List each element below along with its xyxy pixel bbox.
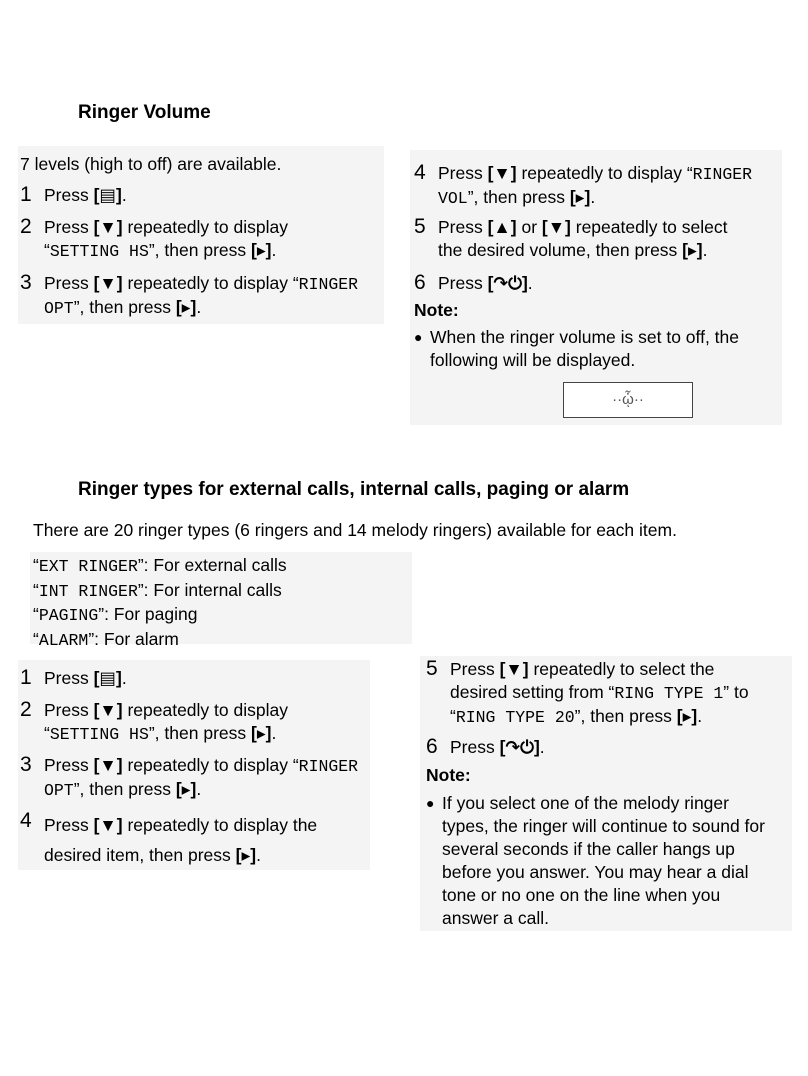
rv-note-label: Note: [414,300,459,320]
right-key-icon: [▸] [569,187,591,207]
right-key-icon: [▸] [235,845,257,865]
bullet-icon: ● [414,329,423,345]
menu-key-icon: [▤] [93,185,122,205]
step-number: 5 [426,657,438,680]
down-key-icon: [▼] [93,815,123,835]
rt-note-bullet [426,792,765,930]
section-title-ringer-volume: Ringer Volume [78,102,211,123]
step-text: Press [▼] repeatedly to display “SETTING HS”, then press [▸]. [44,700,288,744]
right-key-icon: [▸] [676,706,698,726]
menu-key-icon: [▤] [93,668,122,688]
down-key-icon: [▼] [93,755,123,775]
rt-step-5 [426,658,749,729]
step-number: 4 [20,809,32,832]
ringer-item-list [33,554,287,652]
note-text: If you select one of the melody ringer types, the ringer will continue to sound for several seconds if the caller hangs up before you answer. You may hear a dial tone or no one on the line when you answer a call. [442,793,765,928]
rt-note-label: Note: [426,765,471,785]
ringer-item-alarm: “ALARM”: For alarm [33,628,179,650]
step-text: Press [▲] or [▼] repeatedly to select the desired volume, then press [▸]. [438,217,728,260]
rv-step-2 [20,216,288,263]
rv-step-4 [414,162,752,210]
down-key-icon: [▼] [93,273,123,293]
lcd-display-off: ··ᾦ·· [563,382,693,418]
step-number: 5 [414,215,426,238]
step-text: Press [▤]. [44,668,127,688]
bullet-icon: ● [426,795,435,811]
off-power-key-icon: [↷⏻] [499,737,540,757]
down-key-icon: [▼] [93,217,123,237]
step-text: Press [▤]. [44,185,127,205]
off-power-key-icon: [↷⏻] [487,273,528,293]
step-number: 1 [20,183,32,206]
step-number: 6 [426,735,438,758]
step-text: Press [▼] repeatedly to display the desired item, then press [▸]. [44,815,318,865]
down-key-icon: [▼] [499,659,529,679]
rv-step-6 [414,272,533,295]
ringer-item-int: “INT RINGER”: For internal calls [33,579,282,601]
step-number: 6 [414,271,426,294]
rv-step-1 [20,184,127,207]
section-title-ringer-types: Ringer types for external calls, internal calls, paging or alarm [78,479,630,500]
right-key-icon: [▸] [251,723,272,743]
step-text: Press [▼] repeatedly to display “RINGER OPT”, then press [▸]. [44,273,359,318]
step-number: 1 [20,666,32,689]
step-text: Press [↷⏻]. [438,273,533,293]
rt-step-3 [20,754,358,802]
ringer-volume-intro: 7 levels (high to off) are available. [20,154,282,174]
ringer-types-intro: There are 20 ringer types (6 ringers and 14 melody ringers) available for each item. [33,520,677,540]
down-key-icon: [▼] [487,163,517,183]
right-key-icon: [▸] [251,240,272,260]
ringer-item-ext: “EXT RINGER”: For external calls [33,555,287,576]
rv-note-bullet [414,326,739,372]
rt-step-6 [426,736,545,759]
rv-step-3 [20,272,358,320]
down-key-icon: [▼] [541,217,571,237]
rt-step-2 [20,699,288,746]
step-number: 2 [20,215,32,238]
right-key-icon: [▸] [175,297,197,317]
ringer-item-paging: “PAGING”: For paging [33,604,198,625]
rv-step-5 [414,216,728,262]
step-text: Press [↷⏻]. [450,737,545,757]
up-key-icon: [▲] [487,217,517,237]
right-key-icon: [▸] [682,240,703,260]
down-key-icon: [▼] [93,700,123,720]
step-text: Press [▼] repeatedly to display “RINGER VOL”, then press [▸]. [438,163,753,208]
rt-step-4 [20,810,317,870]
right-key-icon: [▸] [175,779,197,799]
step-text: Press [▼] repeatedly to display “SETTING HS”, then press [▸]. [44,217,288,261]
rt-step-1 [20,667,127,690]
step-number: 3 [20,271,32,294]
step-text: Press [▼] repeatedly to display “RINGER OPT”, then press [▸]. [44,755,359,800]
step-number: 3 [20,753,32,776]
step-number: 2 [20,698,32,721]
note-text: When the ringer volume is set to off, the following will be displayed. [430,327,740,370]
step-number: 4 [414,161,426,184]
step-text: Press [▼] repeatedly to select the desired setting from “RING TYPE 1” to “RING TYPE 20”, then press [▸]. [450,659,749,727]
